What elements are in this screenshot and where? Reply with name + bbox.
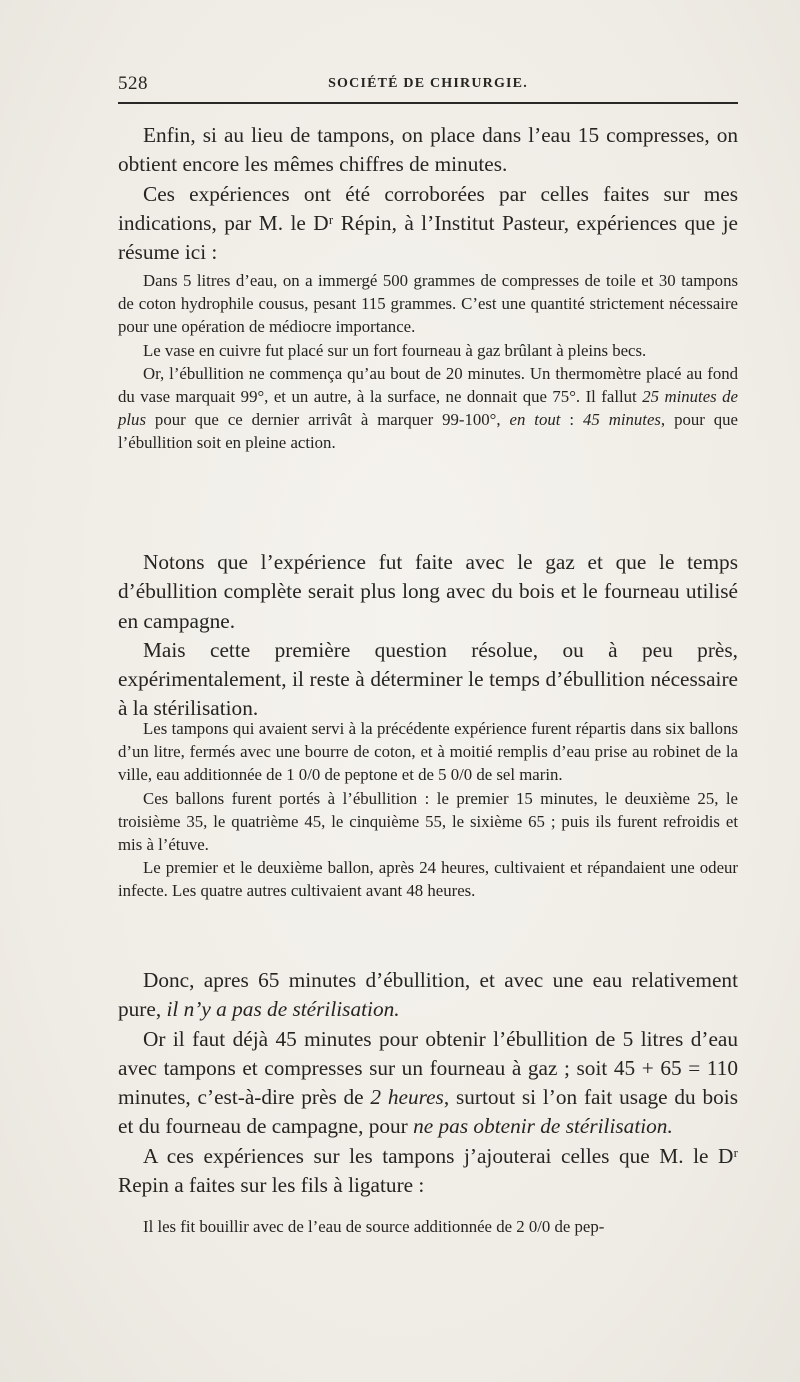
paragraph: Il les fit bouillir avec de l’eau de source additionnée de 2 0/0 de pep-: [143, 1217, 605, 1236]
page-header: [118, 73, 738, 97]
emphasis: il n’y a pas de stérilisation.: [166, 997, 400, 1022]
paragraph: Or il faut déjà 45 minutes pour obtenir l’ébullition de 5 litres d’eau avec tampons et compresses sur un fourneau à gaz ; soit 45 + 65 = 110 minutes, c’est-à-dire près de 2 heures, surtout si l’on fait usage du bois et du fourneau de campagne, pour ne pas obtenir de stérilisation.: [118, 1026, 738, 1139]
text-block-1: [118, 121, 738, 267]
paragraph: Or, l’ébullition ne commença qu’au bout de 20 minutes. Un thermomètre placé au fond du vase marquait 99°, et un autre, à la surface, ne donnait que 75°. Il fallut 25 minutes de plus pour que ce dernier arrivât à marquer 99-100°, en tout : 45 minutes, pour que l’ébullition soit en pleine action.: [118, 363, 739, 453]
emphasis: en tout: [509, 410, 561, 430]
paragraph: Ces ballons furent portés à l’ébullition : le premier 15 minutes, le deuxième 25, le troisième 35, le quatrième 45, le cinquième 55, le sixième 65 ; puis ils furent refroidis et mis à l’étuve.: [118, 788, 738, 855]
quoted-report-1: [118, 269, 738, 455]
paragraph: Notons que l’expérience fut faite avec le gaz et que le temps d’ébullition complète serait plus long avec du bois et le fourneau utilisé en campagne.: [118, 550, 738, 633]
running-title: SOCIÉTÉ DE CHIRURGIE.: [328, 76, 528, 91]
paragraph: Dans 5 litres d’eau, on a immergé 500 grammes de compresses de toile et 30 tampons de coton hydrophile cousus, pesant 115 grammes. C’est une quantité strictement nécessaire pour une opération de médiocre importance.: [118, 271, 738, 337]
emphasis: 25 minutes de plus: [118, 387, 739, 430]
paragraph: A ces expériences sur les tampons j’ajouterai celles que M. le Dʳ Repin a faites sur les fils à ligature :: [118, 1143, 738, 1198]
quoted-report-3: [118, 1215, 738, 1238]
paragraph: Mais cette première question résolue, ou à peu près, expérimentalement, il reste à déterminer le temps d’ébullition nécessaire à la stérilisation.: [118, 637, 738, 721]
page-number: 528: [118, 73, 148, 94]
paragraph: Le vase en cuivre fut placé sur un fort fourneau à gaz brûlant à pleins becs.: [143, 340, 647, 360]
text-block-2: [118, 548, 738, 724]
paragraph: Enfin, si au lieu de tampons, on place dans l’eau 15 compresses, on obtient encore les mêmes chiffres de minutes.: [118, 123, 738, 177]
header-rule: [118, 102, 738, 104]
emphasis: ne pas obtenir de stérilisation.: [413, 1114, 673, 1139]
paragraph: Ces expériences ont été corroborées par celles faites sur mes indications, par M. le Dʳ Répin, à l’Institut Pasteur, expériences que je résume ici :: [118, 181, 738, 265]
paragraph: Le premier et le deuxième ballon, après 24 heures, cultivaient et répandaient une odeur infecte. Les quatre autres cultivaient avant 48 heures.: [118, 858, 738, 901]
paragraph: Donc, apres 65 minutes d’ébullition, et avec une eau relativement pure, il n’y a pas de stérilisation.: [118, 968, 738, 1022]
emphasis: 2 heures: [370, 1085, 444, 1110]
quoted-report-2: [118, 717, 738, 903]
text-block-3: [118, 966, 738, 1200]
emphasis: 45 minutes: [582, 410, 661, 430]
paragraph: Les tampons qui avaient servi à la précédente expérience furent répartis dans six ballons d’un litre, fermés avec une bourre de coton, et à moitié remplis d’eau prise au robinet de la ville, eau additionnée de 1 0/0 de peptone et de 5 0/0 de sel marin.: [118, 719, 738, 785]
